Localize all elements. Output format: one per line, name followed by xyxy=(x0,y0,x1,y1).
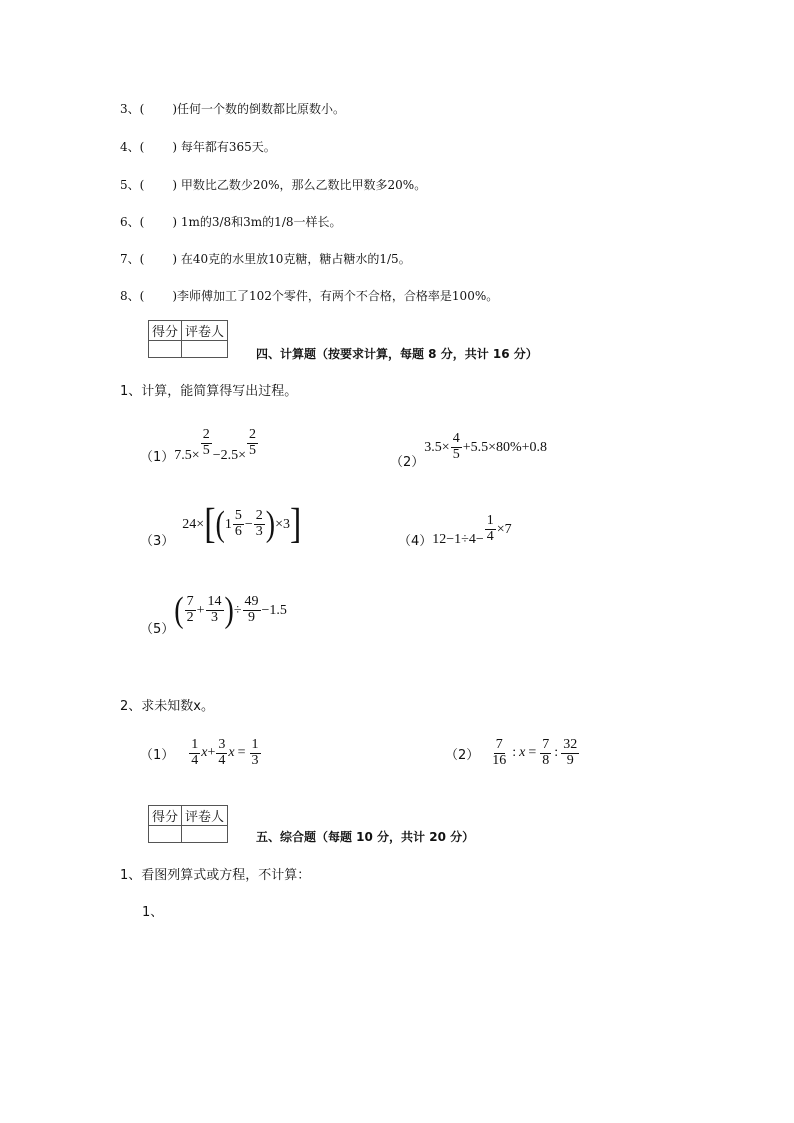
denominator: 5 xyxy=(452,447,460,462)
tf-item-5 xyxy=(120,176,426,193)
denominator: 3 xyxy=(251,752,259,768)
fraction xyxy=(490,738,508,768)
denominator: 2 xyxy=(186,610,194,625)
grader-header: 评卷人 xyxy=(182,321,228,341)
numerator: 32 xyxy=(563,737,578,752)
operator: = xyxy=(528,745,537,761)
numerator: 1 xyxy=(191,737,199,752)
fraction xyxy=(185,595,196,625)
whole-number: 1 xyxy=(224,516,232,532)
numerator: 14 xyxy=(207,594,222,610)
denominator: 16 xyxy=(492,752,507,768)
close-paren: ) xyxy=(172,215,178,229)
expr-text: 7.5× xyxy=(174,447,200,463)
expr-text: −1.5 xyxy=(261,602,287,618)
item-number: 3、( xyxy=(120,102,145,116)
fraction xyxy=(451,432,462,462)
close-paren: ) xyxy=(172,178,178,192)
denominator: 5 xyxy=(248,443,256,458)
denominator: 3 xyxy=(255,524,263,539)
numerator: 2 xyxy=(202,427,210,443)
problem-label: （5） xyxy=(140,622,175,637)
close-paren: ) xyxy=(172,289,178,303)
score-table xyxy=(148,805,228,843)
fraction xyxy=(485,514,496,544)
problem-2 xyxy=(390,425,547,470)
item-text: 1m的3/8和3m的1/8一样长。 xyxy=(180,215,342,229)
numerator: 4 xyxy=(452,431,460,447)
fraction xyxy=(189,738,200,768)
operator: + xyxy=(196,602,205,618)
item-number: 6、( xyxy=(120,215,145,229)
operator: − xyxy=(244,516,253,532)
fraction xyxy=(243,595,261,625)
numerator: 7 xyxy=(186,594,194,610)
denominator: 4 xyxy=(486,529,494,544)
denominator: 9 xyxy=(248,610,256,625)
numerator: 49 xyxy=(244,594,259,610)
score-table xyxy=(148,320,228,358)
operator: ÷ xyxy=(233,602,242,618)
fraction xyxy=(206,595,224,625)
denominator: 4 xyxy=(218,752,226,768)
tf-item-7 xyxy=(120,250,411,267)
section-4-title: 四、计算题（按要求计算，每题 8 分，共计 16 分） xyxy=(256,347,538,361)
close-paren: ) xyxy=(172,140,178,154)
equation-1 xyxy=(140,738,262,768)
fraction xyxy=(254,509,265,539)
question-1-prompt: 1、计算，能简算得写出过程。 xyxy=(120,384,298,399)
item-number: 4、( xyxy=(120,140,145,154)
close-paren: ) xyxy=(172,252,178,266)
item-text: 李师傅加工了102个零件，有两个不合格，合格率是100%。 xyxy=(177,289,499,303)
operator: : xyxy=(554,745,559,761)
variable-x: x xyxy=(519,745,526,761)
score-header: 得分 xyxy=(149,321,182,341)
problem-4 xyxy=(398,510,512,549)
denominator: 6 xyxy=(234,524,242,539)
expr-text: +5.5×80%+0.8 xyxy=(462,439,548,455)
item-text: 任何一个数的倒数都比原数小。 xyxy=(177,102,346,116)
equation-label: （2） xyxy=(445,747,480,763)
variable-x: x xyxy=(228,745,235,761)
fraction xyxy=(561,738,579,768)
operator: : xyxy=(512,745,517,761)
grader-cell[interactable] xyxy=(182,826,228,843)
numerator: 2 xyxy=(255,508,263,524)
expr-text: 3.5× xyxy=(424,439,450,455)
denominator: 3 xyxy=(211,610,219,625)
numerator: 7 xyxy=(542,737,550,752)
score-header: 得分 xyxy=(149,806,182,826)
expr-text: 24× xyxy=(182,516,205,532)
fraction xyxy=(250,738,261,768)
problem-label: （3） xyxy=(140,534,175,549)
item-text: 每年都有365天。 xyxy=(180,140,276,154)
close-paren: ) xyxy=(172,102,178,116)
paren-open: ( xyxy=(174,589,184,630)
bracket-open: [ xyxy=(204,500,216,547)
item-text: 甲数比乙数少20%，那么乙数比甲数多20%。 xyxy=(180,178,427,192)
item-number: 5、( xyxy=(120,178,145,192)
score-cell[interactable] xyxy=(149,341,182,358)
expr-text: 12−1÷4− xyxy=(432,531,484,547)
numerator: 1 xyxy=(251,737,259,752)
paren-open: ( xyxy=(215,503,225,544)
denominator: 8 xyxy=(542,752,550,768)
paren-close: ) xyxy=(224,589,234,630)
problem-1 xyxy=(140,422,259,465)
equation-label: （1） xyxy=(140,747,175,763)
fraction xyxy=(201,428,212,458)
section-5-title: 五、综合题（每题 10 分，共计 20 分） xyxy=(256,830,475,844)
fraction xyxy=(540,738,551,768)
bracket-close: ] xyxy=(289,500,302,547)
expr-text: −2.5× xyxy=(212,447,246,463)
problem-5 xyxy=(140,584,287,637)
denominator: 9 xyxy=(566,752,574,768)
numerator: 3 xyxy=(218,737,226,752)
grader-cell[interactable] xyxy=(182,341,228,358)
denominator: 4 xyxy=(191,752,199,768)
tf-item-4 xyxy=(120,138,276,155)
problem-label: （2） xyxy=(390,455,425,470)
paren-close: ) xyxy=(265,503,276,544)
equation-2 xyxy=(445,738,580,768)
grader-header: 评卷人 xyxy=(182,806,228,826)
expr-text: ×7 xyxy=(496,521,512,537)
numerator: 1 xyxy=(486,513,494,529)
denominator: 5 xyxy=(202,443,210,458)
tf-item-3 xyxy=(120,100,345,117)
item-number: 8、( xyxy=(120,289,145,303)
item-number: 7、( xyxy=(120,252,145,266)
fraction xyxy=(247,428,258,458)
problem-3 xyxy=(140,500,301,549)
numerator: 5 xyxy=(234,508,242,524)
item-text: 在40克的水里放10克糖，糖占糖水的1/5。 xyxy=(180,252,411,266)
tf-item-6 xyxy=(120,213,342,230)
section-5-sub-1: 1、 xyxy=(142,905,164,920)
tf-item-8 xyxy=(120,287,498,304)
operator: = xyxy=(237,745,246,761)
operator: + xyxy=(207,745,216,761)
score-cell[interactable] xyxy=(149,826,182,843)
question-2-prompt: 2、求未知数x。 xyxy=(120,699,214,714)
numerator: 2 xyxy=(248,427,256,443)
problem-label: （1） xyxy=(140,450,175,465)
expr-text: ×3 xyxy=(275,516,290,532)
fraction xyxy=(216,738,227,768)
fraction xyxy=(233,509,244,539)
numerator: 7 xyxy=(495,737,503,752)
section-5-question-1: 1、看图列算式或方程，不计算： xyxy=(120,868,311,883)
variable-x: x xyxy=(201,745,208,761)
problem-label: （4） xyxy=(398,534,433,549)
